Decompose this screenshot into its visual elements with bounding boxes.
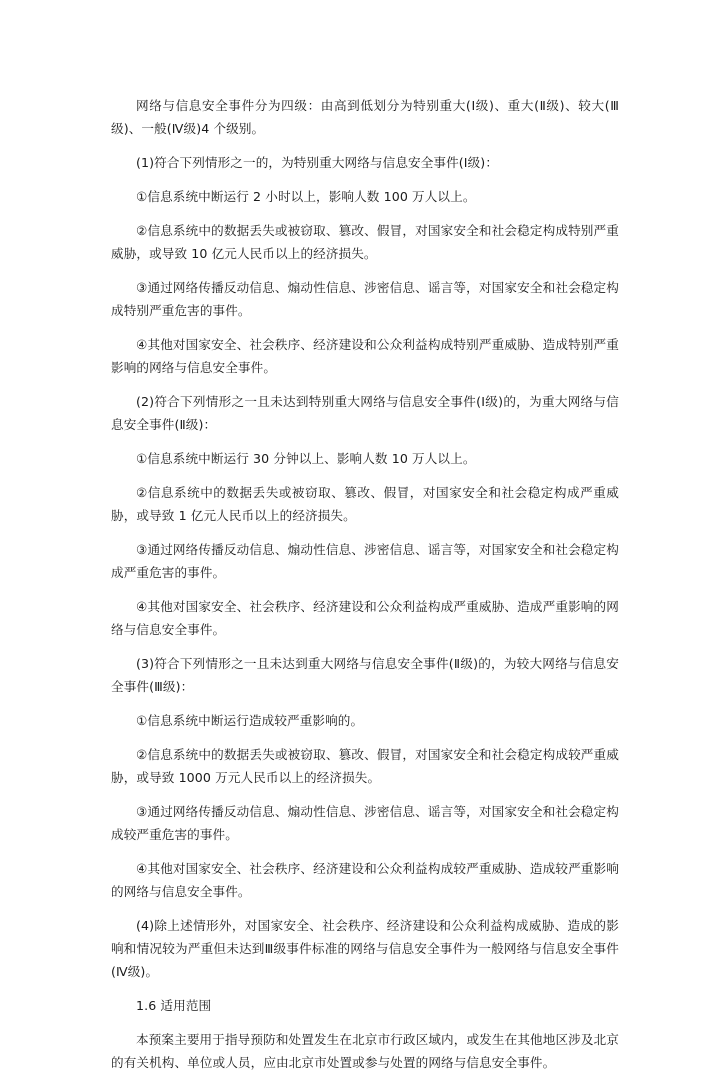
paragraph-level1-heading: (1)符合下列情形之一的，为特别重大网络与信息安全事件(Ⅰ级)： xyxy=(136,155,499,170)
paragraph-level3-item3: ③通过网络传播反动信息、煽动性信息、涉密信息、谣言等，对国家安全和社会稳定构成较严重危害的事件。 xyxy=(111,804,619,842)
paragraph-level3-item4: ④其他对国家安全、社会秩序、经济建设和公众利益构成较严重威胁、造成较严重影响的网络与信息安全事件。 xyxy=(111,861,619,899)
paragraph-level1-item3: ③通过网络传播反动信息、煽动性信息、涉密信息、谣言等，对国家安全和社会稳定构成特别严重危害的事件。 xyxy=(111,280,619,318)
paragraph-level2-item2: ②信息系统中的数据丢失或被窃取、篡改、假冒，对国家安全和社会稳定构成严重威胁，或导致 1 亿元人民币以上的经济损失。 xyxy=(111,485,619,523)
paragraph-level3-item2: ②信息系统中的数据丢失或被窃取、篡改、假冒，对国家安全和社会稳定构成较严重威胁，或导致 1000 万元人民币以上的经济损失。 xyxy=(111,747,619,785)
paragraph-level2-item1: ①信息系统中断运行 30 分钟以上、影响人数 10 万人以上。 xyxy=(136,451,476,466)
paragraph-level3-item1: ①信息系统中断运行造成较严重影响的。 xyxy=(136,713,364,728)
paragraph-level1-item2: ②信息系统中的数据丢失或被窃取、篡改、假冒，对国家安全和社会稳定构成特别严重威胁，或导致 10 亿元人民币以上的经济损失。 xyxy=(111,223,619,261)
paragraph-level2-heading: (2)符合下列情形之一且未达到特别重大网络与信息安全事件(Ⅰ级)的，为重大网络与信息安全事件(Ⅱ级)： xyxy=(111,394,619,432)
paragraph-level1-item4: ④其他对国家安全、社会秩序、经济建设和公众利益构成特别严重威胁、造成特别严重影响的网络与信息安全事件。 xyxy=(111,337,619,375)
paragraph-level2-item4: ④其他对国家安全、社会秩序、经济建设和公众利益构成严重威胁、造成严重影响的网络与信息安全事件。 xyxy=(111,599,619,637)
paragraph-scope: 本预案主要用于指导预防和处置发生在北京市行政区域内，或发生在其他地区涉及北京的有关机构、单位或人员，应由北京市处置或参与处置的网络与信息安全事件。 xyxy=(111,1032,619,1070)
paragraph-level2-item3: ③通过网络传播反动信息、煽动性信息、涉密信息、谣言等，对国家安全和社会稳定构成严重危害的事件。 xyxy=(111,542,619,580)
paragraph-level1-item1: ①信息系统中断运行 2 小时以上，影响人数 100 万人以上。 xyxy=(136,189,476,204)
paragraph-level4-definition: (4)除上述情形外，对国家安全、社会秩序、经济建设和公众利益构成威胁、造成的影响和情况较为严重但未达到Ⅲ级事件标准的网络与信息安全事件为一般网络与信息安全事件(Ⅳ级)。 xyxy=(111,918,619,979)
paragraph-classification-intro: 网络与信息安全事件分为四级：由高到低划分为特别重大(Ⅰ级)、重大(Ⅱ级)、较大(Ⅲ级)、一般(Ⅳ级)4 个级别。 xyxy=(111,98,619,136)
section-heading-scope: 1.6 适用范围 xyxy=(136,998,212,1013)
paragraph-level3-heading: (3)符合下列情形之一且未达到重大网络与信息安全事件(Ⅱ级)的，为较大网络与信息安全事件(Ⅲ级)： xyxy=(111,656,619,694)
document-body xyxy=(111,94,619,1085)
